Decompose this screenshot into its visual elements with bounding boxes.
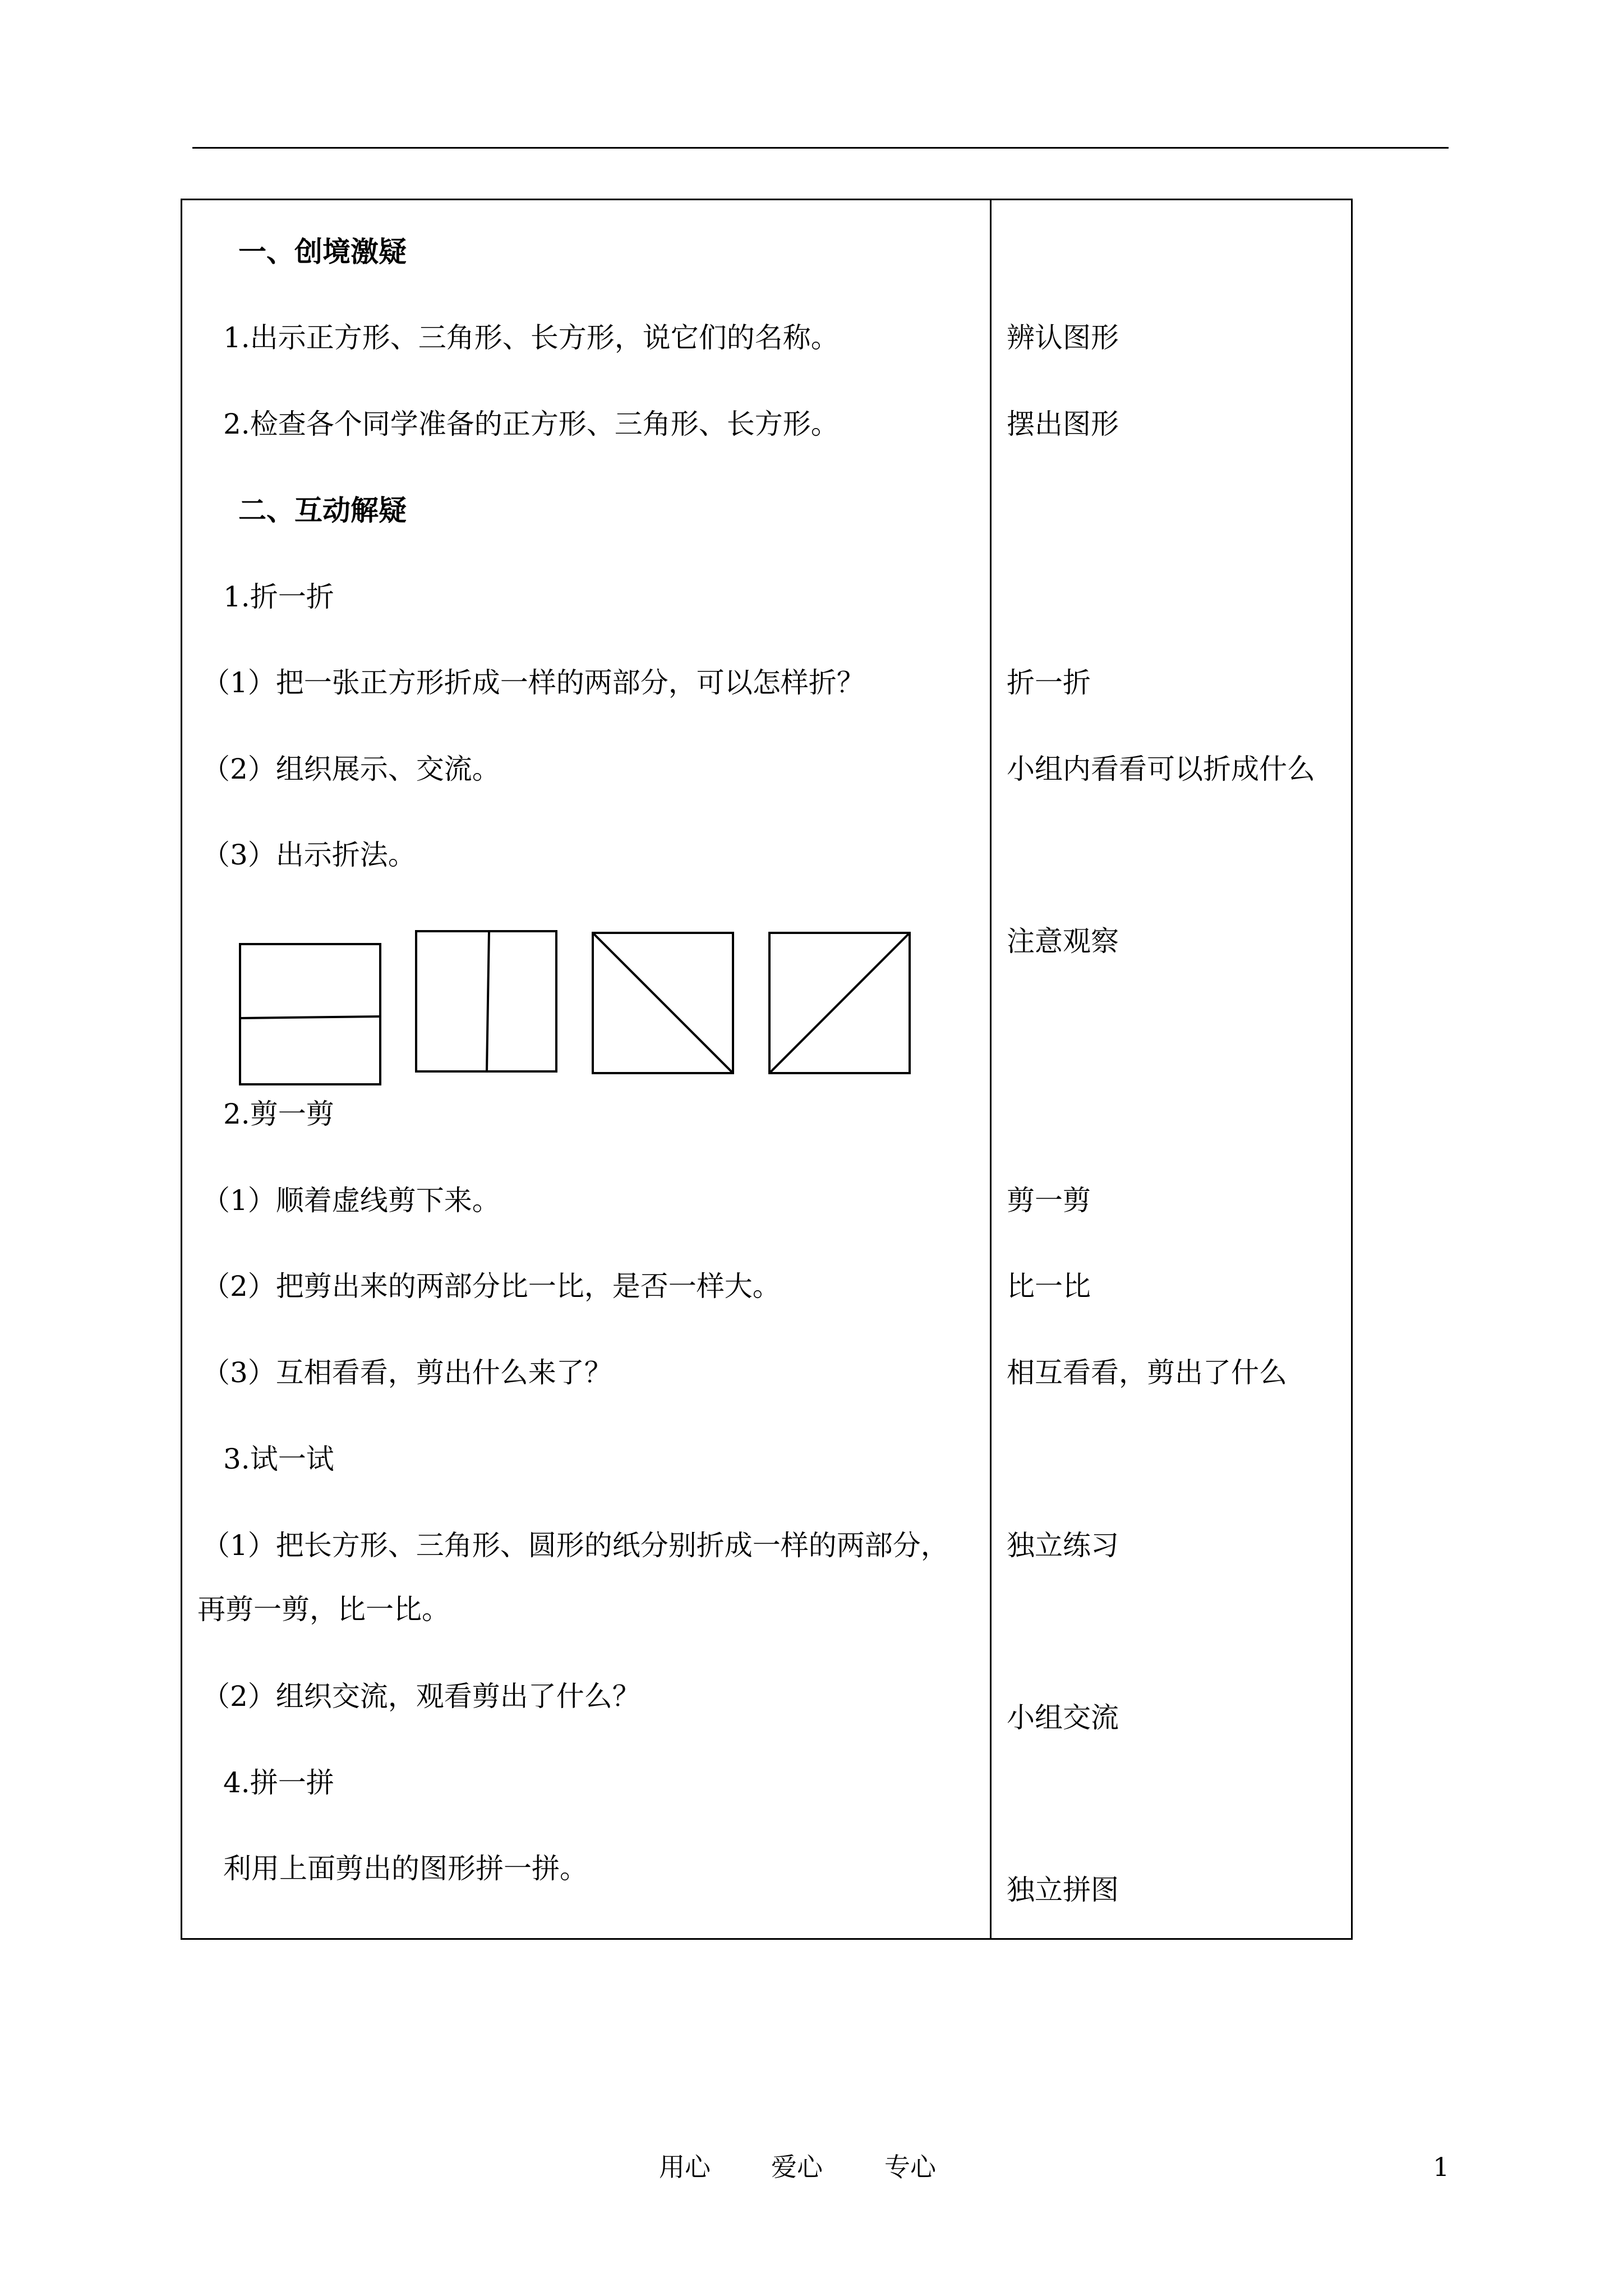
try-item-1-line-2: 再剪一剪，比一比。 bbox=[197, 1593, 450, 1626]
piece-item-1: 利用上面剪出的图形拼一拼。 bbox=[223, 1852, 588, 1885]
activity-11: 独立拼图 bbox=[1007, 1874, 1119, 1906]
activity-2: 摆出图形 bbox=[1007, 408, 1119, 440]
step-1-item-1: 1.出示正方形、三角形、长方形，说它们的名称。 bbox=[223, 321, 839, 354]
cut-item-3: （3）互相看看，剪出什么来了？ bbox=[202, 1356, 612, 1389]
activity-8: 相互看看，剪出了什么 bbox=[1007, 1356, 1287, 1389]
step-1-item-2: 2.检查各个同学准备的正方形、三角形、长方形。 bbox=[223, 408, 839, 440]
try-item-1-line-1: （1）把长方形、三角形、圆形的纸分别折成一样的两部分， bbox=[202, 1529, 949, 1562]
activity-3: 折一折 bbox=[1007, 666, 1091, 699]
fold-item-3: （3）出示折法。 bbox=[202, 839, 416, 871]
footer-motto-2: 爱心 bbox=[771, 2152, 823, 2182]
section-title-2: 二、互动解疑 bbox=[238, 494, 407, 527]
cut-title: 2.剪一剪 bbox=[223, 1098, 334, 1130]
activity-7: 比一比 bbox=[1007, 1270, 1091, 1303]
activity-10: 小组交流 bbox=[1007, 1701, 1119, 1734]
footer-motto-3: 专心 bbox=[884, 2152, 936, 2182]
activity-5: 注意观察 bbox=[1007, 925, 1119, 958]
activity-1: 辨认图形 bbox=[1007, 321, 1119, 354]
cut-item-1: （1）顺着虚线剪下来。 bbox=[202, 1184, 500, 1217]
fold-square-diagonal-up bbox=[769, 933, 910, 1073]
try-title: 3.试一试 bbox=[223, 1443, 334, 1475]
fold-square-diagonal-down bbox=[593, 933, 733, 1073]
fold-square-vertical bbox=[416, 931, 556, 1071]
activity-6: 剪一剪 bbox=[1007, 1184, 1091, 1217]
fold-title: 1.折一折 bbox=[223, 581, 334, 613]
piece-title: 4.拼一拼 bbox=[223, 1766, 334, 1799]
activity-4: 小组内看看可以折成什么 bbox=[1007, 753, 1315, 785]
cut-item-2: （2）把剪出来的两部分比一比，是否一样大。 bbox=[202, 1270, 781, 1303]
page-number: 1 bbox=[1433, 2152, 1450, 2182]
fold-square-horizontal bbox=[240, 944, 380, 1084]
try-item-2: （2）组织交流，观看剪出了什么？ bbox=[202, 1680, 640, 1713]
fold-item-1: （1）把一张正方形折成一样的两部分，可以怎样折？ bbox=[202, 666, 865, 699]
footer-motto-1: 用心 bbox=[659, 2152, 711, 2182]
fold-item-2: （2）组织展示、交流。 bbox=[202, 753, 500, 785]
activity-9: 独立练习 bbox=[1007, 1529, 1119, 1562]
section-title-1: 一、创境激疑 bbox=[238, 235, 407, 268]
